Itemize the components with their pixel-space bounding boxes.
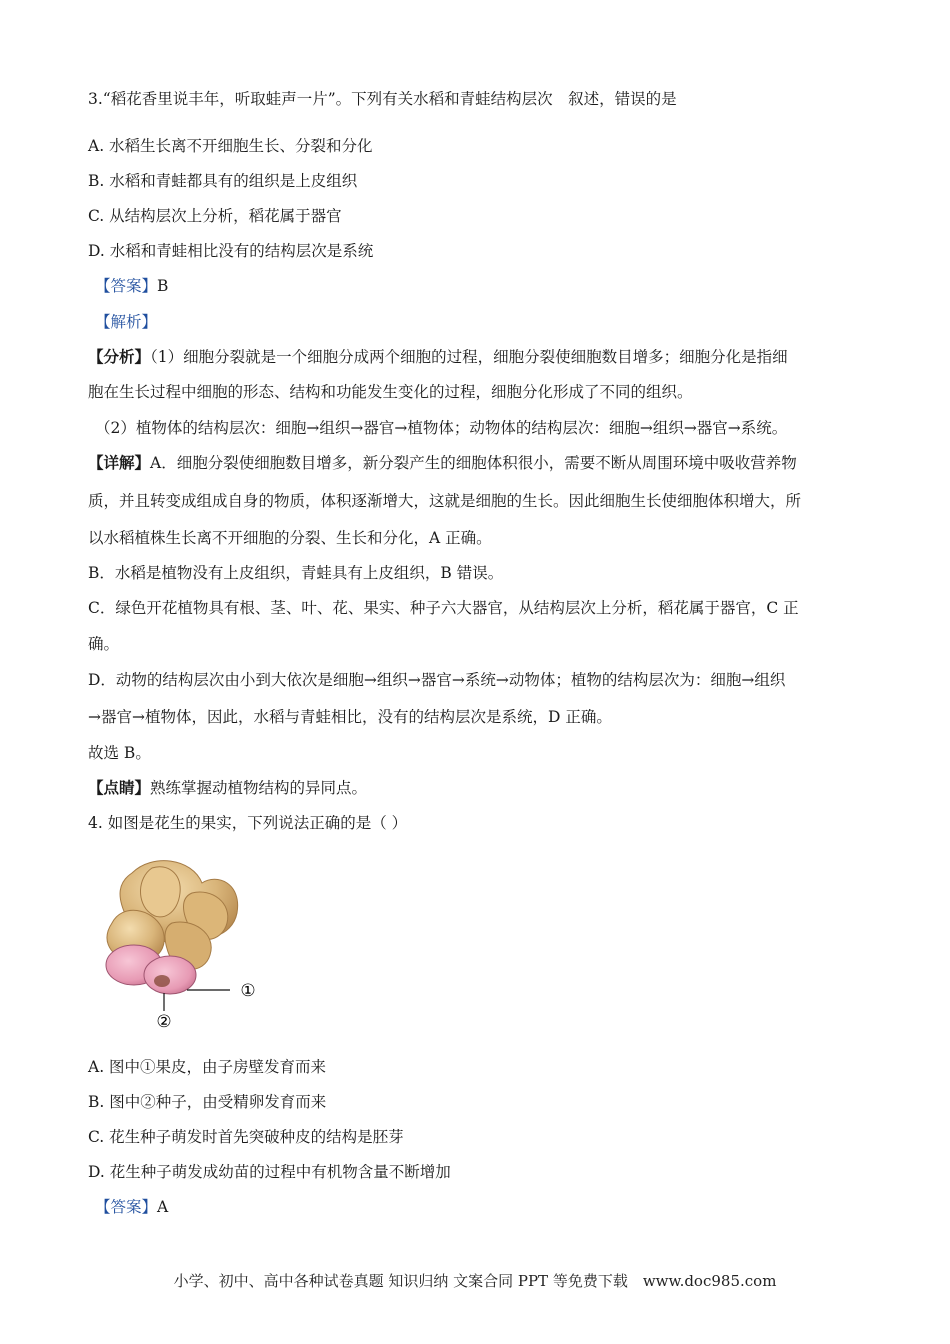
detail-tag: 【详解】: [88, 453, 151, 472]
q3-answer: [95, 275, 875, 297]
q3-option-a: A. 水稻生长离不开细胞生长、分裂和分化: [88, 137, 373, 155]
dianjing-text: 熟练掌握动植物结构的异同点。: [150, 779, 368, 797]
dianjing-tag: 【点睛】: [88, 778, 151, 797]
q3-detail-d-line-2: →器官→植物体，因此，水稻与青蛙相比，没有的结构层次是系统，D 正确。: [88, 708, 612, 726]
q3-option-d: D. 水稻和青蛙相比没有的结构层次是系统: [88, 242, 374, 260]
answer-tag: 【答案】: [95, 277, 158, 295]
q3-detail-a-line-3: 以水稻植株生长离不开细胞的分裂、生长和分化，A 正确。: [88, 529, 492, 547]
q4-option-d: D. 花生种子萌发成幼苗的过程中有机物含量不断增加: [88, 1163, 451, 1181]
answer-value: B: [157, 277, 169, 295]
figure-label-1: ①: [240, 981, 256, 1001]
q3-option-b: B. 水稻和青蛙都具有的组织是上皮组织: [88, 172, 358, 190]
q3-dianjing: [88, 777, 868, 799]
q3-detail-a-line-2: 质，并且转变成组成自身的物质，体积逐渐增大，这就是细胞的生长。因此细胞生长使细胞体积增大，所: [88, 492, 802, 510]
q3-analysis-tag: [95, 311, 875, 333]
q4-option-a: A. 图中①果皮，由子房壁发育而来: [88, 1058, 327, 1076]
q3-conclusion: 故选 B。: [88, 744, 151, 762]
figure-label-2: ②: [156, 1012, 172, 1031]
analysis-tag: 【解析】: [95, 313, 158, 331]
q3-detail-c-line-1: C．绿色开花植物具有根、茎、叶、花、果实、种子六大器官，从结构层次上分析，稻花属于器官，C 正: [88, 599, 799, 617]
q3-detail-c-line-2: 确。: [88, 635, 120, 653]
peanut-illustration: [92, 853, 272, 1031]
q3-detail-b: B．水稻是植物没有上皮组织，青蛙具有上皮组织，B 错误。: [88, 564, 504, 582]
q4-answer-tag: 【答案】: [95, 1198, 158, 1216]
q3-stem: 3.“稻花香里说丰年，听取蛙声一片”。下列有关水稻和青蛙结构层次 叙述，错误的是: [88, 90, 677, 108]
q3-fenxi-line-3: （2）植物体的结构层次：细胞→组织→器官→植物体；动物体的结构层次：细胞→组织→器官→系统。: [95, 419, 788, 437]
fenxi-text-1: （1）细胞分裂就是一个细胞分成两个细胞的过程，细胞分裂使细胞数目增多；细胞分化是指细: [150, 348, 788, 366]
q3-detail-a-line-1: [88, 452, 868, 474]
q3-fenxi-line-2: 胞在生长过程中细胞的形态、结构和功能发生变化的过程，细胞分化形成了不同的组织。: [88, 383, 693, 401]
q3-option-c: C. 从结构层次上分析，稻花属于器官: [88, 207, 342, 225]
q4-answer: [95, 1196, 875, 1218]
q3-fenxi-line-1: [88, 346, 868, 368]
q4-stem: 4. 如图是花生的果实，下列说法正确的是（ ）: [88, 814, 408, 832]
peanut-figure: [92, 853, 272, 1031]
q4-option-b: B. 图中②种子，由受精卵发育而来: [88, 1093, 327, 1111]
q4-option-c: C. 花生种子萌发时首先突破种皮的结构是胚芽: [88, 1128, 404, 1146]
detail-a-text-1: A．细胞分裂使细胞数目增多，新分裂产生的细胞体积很小，需要不断从周围环境中吸收营养物: [150, 454, 797, 472]
fenxi-tag: 【分析】: [88, 347, 151, 366]
q4-answer-value: A: [157, 1198, 169, 1216]
page-footer: 小学、初中、高中各种试卷真题 知识归纳 文案合同 PPT 等免费下载 www.doc985.com: [173, 1272, 777, 1290]
q3-detail-d-line-1: D．动物的结构层次由小到大依次是细胞→组织→器官→系统→动物体；植物的结构层次为：细胞→组织: [88, 671, 786, 689]
